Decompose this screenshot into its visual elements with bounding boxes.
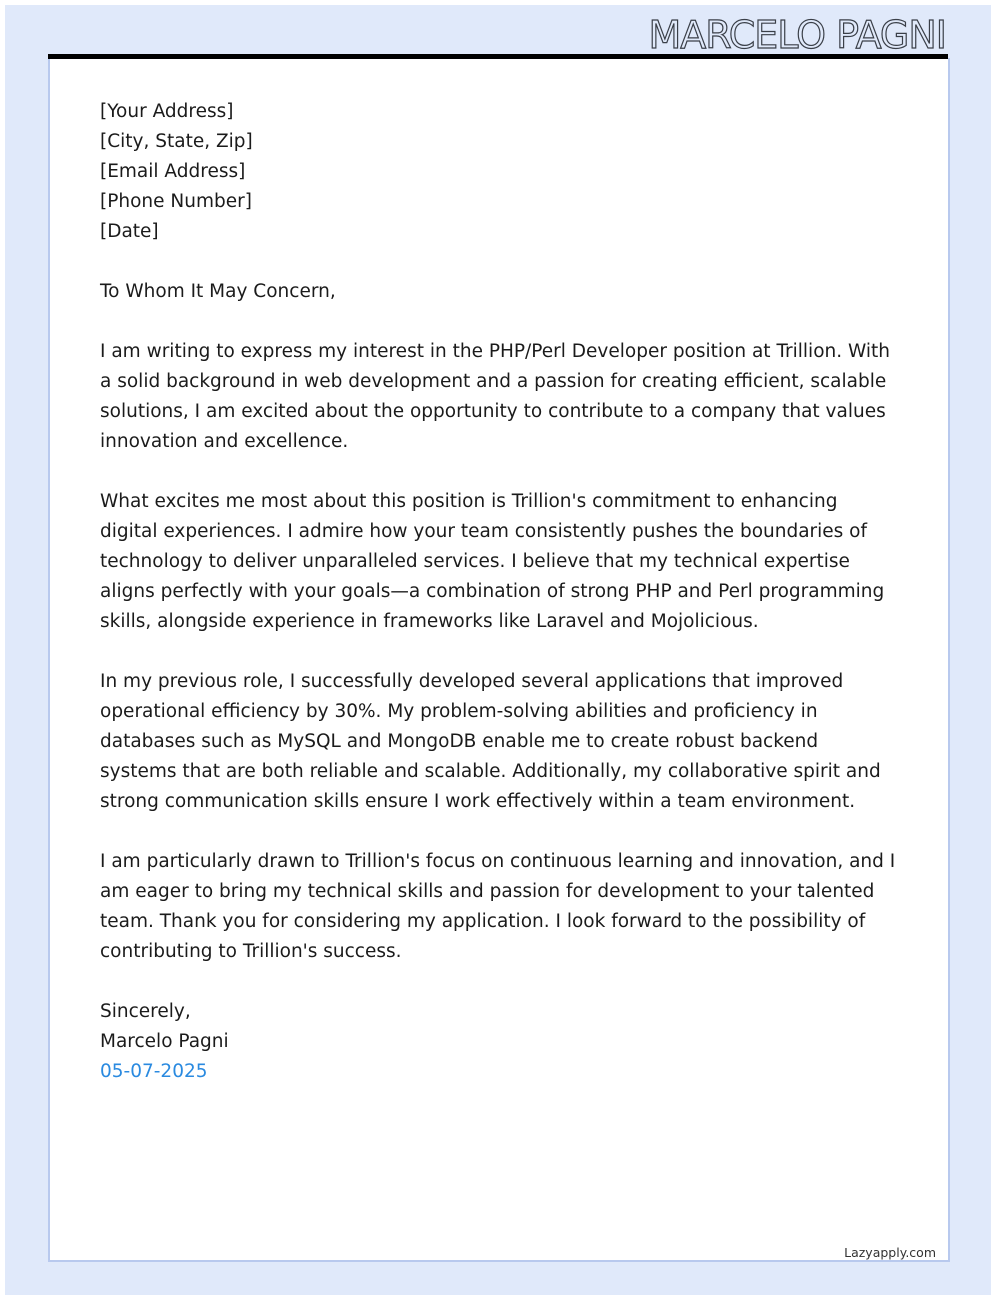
body-paragraph-3: In my previous role, I successfully developed several applications that improved operational efficiency by 30%. My problem-solving abilities and proficiency in databases such as MySQL and MongoDB enable me to create robust backend systems that are both reliable and scalable. Additionally, my collaborative spirit and strong communication skills ensure I work effectively within a team environment. (100, 671, 881, 812)
sender-date: [Date] (100, 221, 159, 242)
closing-block (100, 997, 900, 1087)
body-paragraph-2: What excites me most about this position is Trillion's commitment to enhancing digital experiences. I admire how your team consistently pushes the boundaries of technology to deliver unparalleled services. I believe that my technical expertise aligns perfectly with your goals—a combination of strong PHP and Perl programming skills, alongside experience in frameworks like Laravel and Mojolicious. (100, 491, 885, 632)
sender-block (100, 97, 900, 247)
sender-email: [Email Address] (100, 161, 246, 182)
cover-letter (100, 97, 900, 1087)
sender-address: [Your Address] (100, 101, 234, 122)
letter-date: 05-07-2025 (100, 1061, 208, 1082)
sender-city-state-zip: [City, State, Zip] (100, 131, 253, 152)
body-paragraph-4: I am particularly drawn to Trillion's focus on continuous learning and innovation, and I am eager to bring my technical skills and passion for development to your talented team. Thank you for considering my application. I look forward to the possibility of contributing to Trillion's success. (100, 851, 896, 962)
body-paragraph-1: I am writing to express my interest in the PHP/Perl Developer position at Trillion. With a solid background in web development and a passion for creating efficient, scalable solutions, I am excited about the opportunity to contribute to a company that values innovation and excellence. (100, 341, 890, 452)
footer-brand: Lazyapply.com (844, 1245, 936, 1260)
applicant-name-header: MARCELO PAGNI (648, 13, 946, 57)
valediction: Sincerely, (100, 1001, 191, 1022)
sender-phone: [Phone Number] (100, 191, 252, 212)
signature-name: Marcelo Pagni (100, 1031, 229, 1052)
salutation: To Whom It May Concern, (100, 281, 336, 302)
